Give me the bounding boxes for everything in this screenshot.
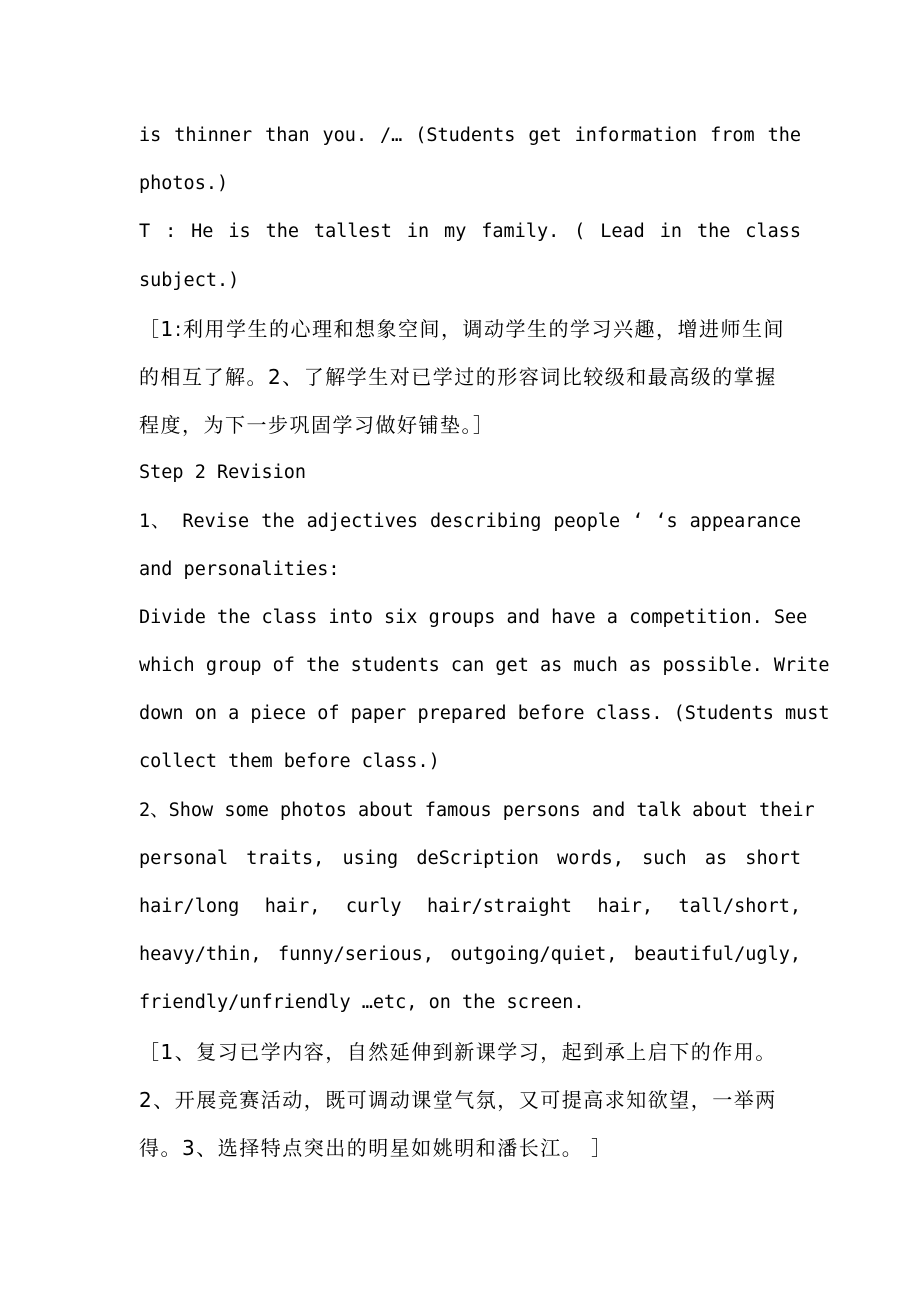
text-line: 2、Show some photos about famous persons and talk about their: [139, 799, 815, 821]
text-line: heavy/thin, funny/serious, outgoing/quiet, beautiful/ugly,: [139, 944, 801, 966]
annotation-line: 得。3、选择特点突出的明星如姚明和潘长江。 ］: [139, 1135, 613, 1160]
text-line: Divide the class into six groups and have a competition. See: [139, 606, 808, 628]
text-line: is thinner than you. /… (Students get information from the: [139, 125, 801, 146]
section-heading: Step 2 Revision: [139, 462, 307, 484]
text-line: collect them before class.): [139, 751, 440, 773]
text-line: 1、 Revise the adjectives describing people ‘ ‘s appearance: [139, 510, 801, 532]
text-line: T : He is the tallest in my family. ( Lead in the class: [139, 221, 801, 243]
annotation-line: ［1、复习已学内容，自然延伸到新课学习，起到承上启下的作用。: [139, 1039, 777, 1064]
text-line: hair/long hair, curly hair/straight hair, tall/short,: [139, 896, 801, 917]
text-line: which group of the students can get as much as possible. Write: [139, 655, 830, 677]
text-line: personal traits, using deScription words, such as short: [139, 847, 801, 869]
document-page: [139, 112, 830, 1172]
text-line: down on a piece of paper prepared before class. (Students must: [139, 703, 830, 725]
text-line: and personalities:: [139, 558, 340, 580]
annotation-line: ［1:利用学生的心理和想象空间，调动学生的学习兴趣，增进师生间: [139, 316, 785, 341]
annotation-line: 的相互了解。2、了解学生对已学过的形容词比较级和最高级的掌握: [139, 364, 777, 389]
text-line: photos.): [139, 173, 229, 195]
text-line: friendly/unfriendly …etc, on the screen.: [139, 992, 585, 1014]
text-line: subject.): [139, 269, 240, 291]
annotation-line: 程度，为下一步巩固学习做好铺垫。］: [139, 413, 495, 438]
annotation-line: 2、开展竞赛活动，既可调动课堂气氛，又可提高求知欲望，一举两: [139, 1087, 777, 1112]
